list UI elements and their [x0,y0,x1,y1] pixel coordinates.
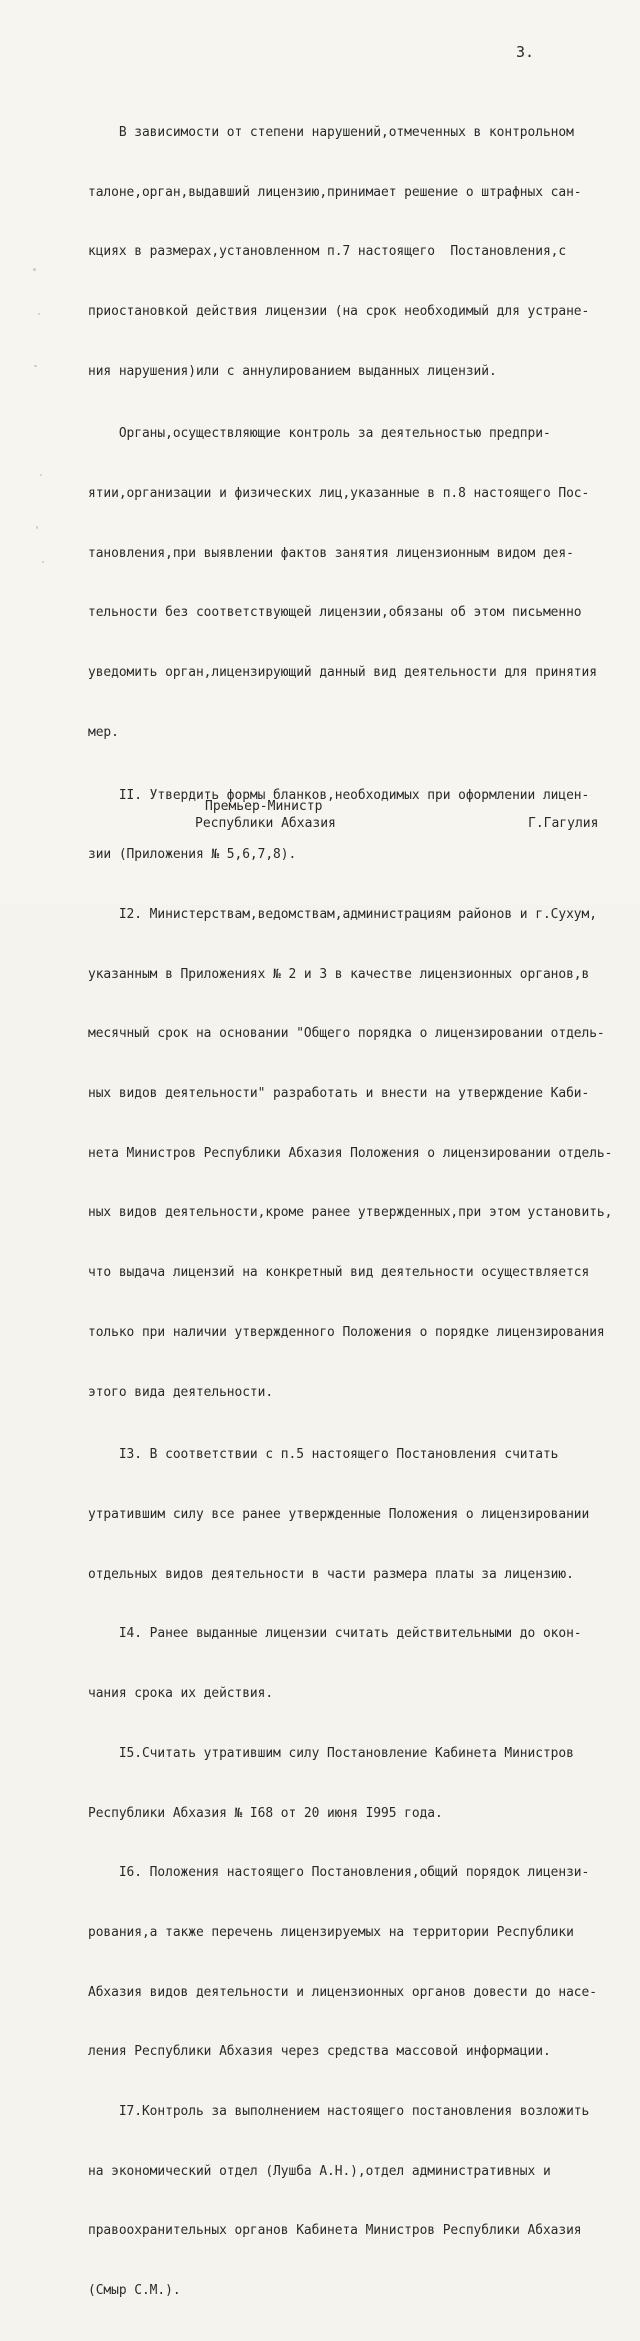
body-line: II. Утвердить формы бланков,необходимых при оформлении лицен- [88,787,590,803]
body-line: тельности без соответствующей лицензии,обязаны об этом письменно [88,605,582,621]
signature-block [0,798,640,838]
body-line: I5.Считать утратившим силу Постановление Кабинета Министров [88,1745,574,1761]
body-line: ных видов деятельности,кроме ранее утвержденных,при этом установить, [88,1205,613,1221]
body-line: Республики Абхазия № I68 от 20 июня I995 года. [88,1805,443,1821]
body-line: I2. Министерствам,ведомствам,администрациям районов и г.Сухум, [88,906,597,922]
body-line: только при наличии утвержденного Положения о порядке лицензирования [88,1324,605,1340]
body-line: правоохранительных органов Кабинета Министров Республики Абхазия [88,2223,582,2239]
scan-speck [38,313,40,315]
body-line: тановления,при выявлении фактов занятия лицензионным видом дея- [88,545,574,561]
body-line: I6. Положения настоящего Постановления,общий порядок лицензи- [88,1865,590,1881]
document-body [88,83,616,2341]
body-line: зии (Приложения № 5,6,7,8). [88,847,297,863]
body-line: месячный срок на основании "Общего порядка о лицензировании отдель- [88,1026,605,1042]
page-number: 3. [516,43,535,61]
scan-speck [36,526,38,529]
scan-speck [40,474,42,476]
body-line: мер. [88,724,119,740]
body-line: Органы,осуществляющие контроль за деятельностью предпри- [88,426,551,442]
body-line: (Смыр С.М.). [88,2283,181,2299]
body-line: Абхазия видов деятельности и лицензионных органов довести до насе- [88,1984,597,2000]
body-line: утратившим силу все ранее утвержденные Положения о лицензировании [88,1506,590,1522]
body-line: указанным в Приложениях № 2 и 3 в качестве лицензионных органов,в [88,966,590,982]
body-line: ния нарушения)или с аннулированием выданных лицензий. [88,363,497,379]
body-line: I7.Контроль за выполнением настоящего постановления возложить [88,2104,590,2120]
body-line: приостановкой действия лицензии (на срок необходимый для устране- [88,303,590,319]
body-line: I4. Ранее выданные лицензии считать действительными до окон- [88,1626,582,1642]
body-line: ления Республики Абхазия через средства массовой информации. [88,2044,551,2060]
body-line: кциях в размерах,установленном п.7 настоящего Постановления,с [88,244,567,260]
signatory-title-line2: Республики Абхазия [195,816,336,831]
signatory-title-line1: Премьер-Министр [205,799,323,814]
body-line: что выдача лицензий на конкретный вид деятельности осуществляется [88,1265,590,1281]
signatory-name: Г.Гагулия [528,816,599,831]
body-line: нета Министров Республики Абхазия Положения о лицензировании отдель- [88,1145,613,1161]
scan-speck [33,268,36,271]
scan-speck [42,561,44,563]
body-line: талоне,орган,выдавший лицензию,принимает решение о штрафных сан- [88,184,582,200]
body-line: В зависимости от степени нарушений,отмеченных в контрольном [88,124,574,140]
body-line: I3. В соответствии с п.5 настоящего Постановления считать [88,1447,559,1463]
body-line: этого вида деятельности. [88,1384,274,1400]
body-line: на экономический отдел (Лушба А.Н.),отдел административных и [88,2163,551,2179]
body-line: рования,а также перечень лицензируемых на территории Республики [88,1924,574,1940]
body-line: уведомить орган,лицензирующий данный вид деятельности для принятия [88,665,597,681]
body-line: чания срока их действия. [88,1686,274,1702]
body-line: ных видов деятельности" разработать и внести на утверждение Каби- [88,1086,590,1102]
scan-speck [34,365,37,367]
body-line: ятии,организации и физических лиц,указанные в п.8 настоящего Пос- [88,486,590,502]
body-line: отдельных видов деятельности в части размера платы за лицензию. [88,1566,574,1582]
